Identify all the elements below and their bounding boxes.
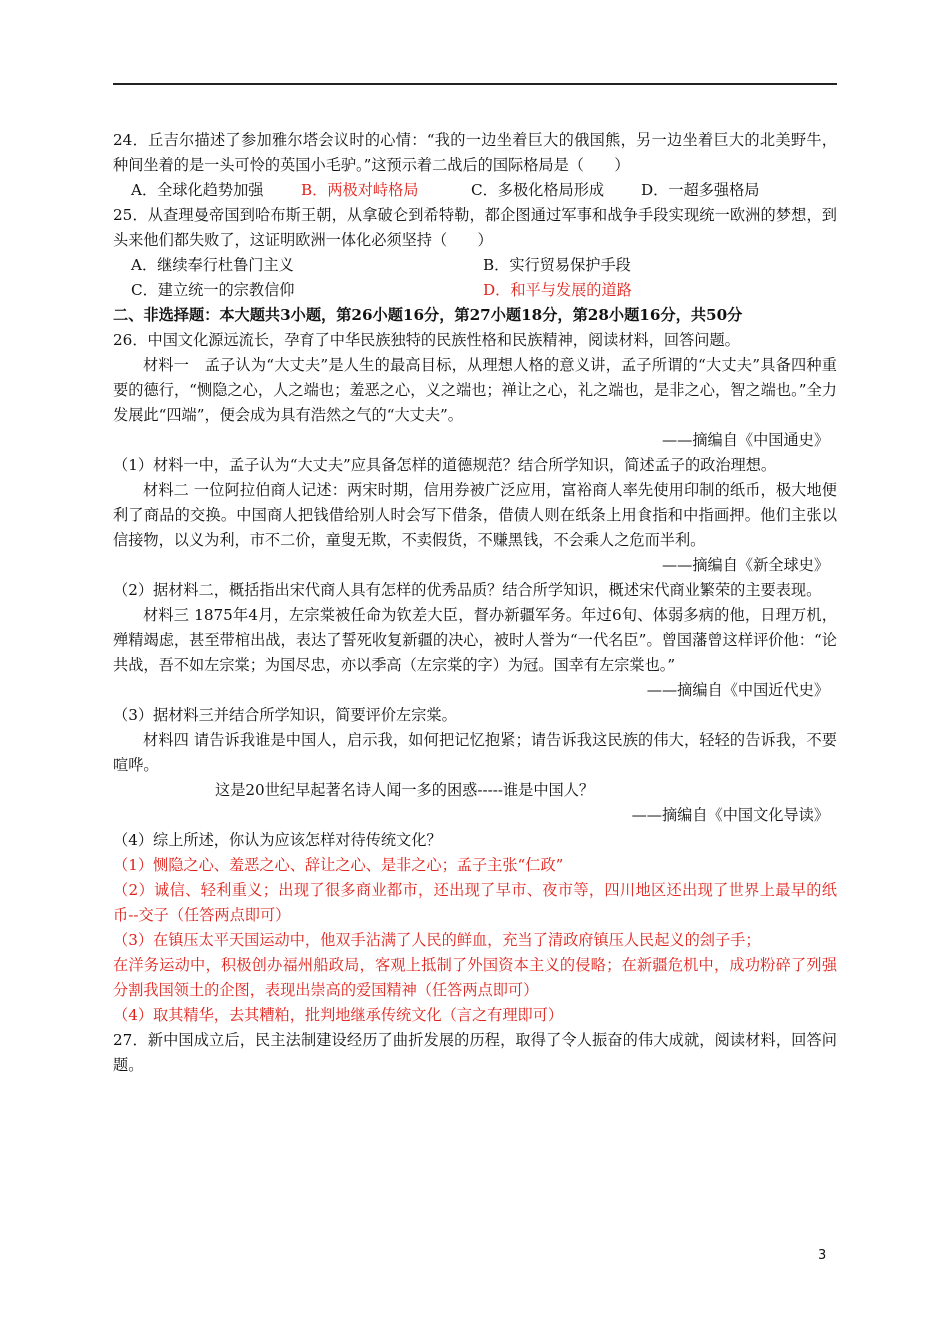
q26-answer-3a: （3）在镇压太平天国运动中，他双手沾满了人民的鲜血，充当了清政府镇压人民起义的刽子手； [113, 931, 761, 949]
q26-material-2: 材料二 一位阿拉伯商人记述：两宋时期，信用券被广泛应用，富裕商人率先使用印制的纸币，极大地便利了商品的交换。中国商人把钱借给别人时会写下借条，借债人则在纸条上用食指和中指画押。他们主张以信接物，以义为利，市不二价，童叟无欺，不卖假货，不赚黑钱，不会乘人之危而半利。 [113, 481, 837, 549]
q26-material-4: 材料四 请告诉我谁是中国人，启示我，如何把记忆抱紧；请告诉我这民族的伟大，轻轻的告诉我，不要喧哗。 [113, 731, 837, 774]
q24-options [113, 178, 837, 203]
page-number: 3 [818, 1248, 827, 1263]
q26-answer-3b: 在洋务运动中，积极创办福州船政局，客观上抵制了外国资本主义的侵略；在新疆危机中，成功粉碎了列强分割我国领土的企图，表现出崇高的爱国精神（任答两点即可） [113, 956, 837, 999]
q25-option-c: C．建立统一的宗教信仰 [131, 281, 295, 299]
q24-option-c: C．多极化格局形成 [471, 181, 605, 199]
q25-stem: 25．从查理曼帝国到哈布斯王朝，从拿破仑到希特勒，都企图通过军事和战争手段实现统一欧洲的梦想，到头来他们都失败了，这证明欧洲一体化必须坚持（ ） [113, 206, 837, 249]
q24-stem: 24．丘吉尔描述了参加雅尔塔会议时的心情：“我的一边坐着巨大的俄国熊，另一边坐着巨大的北美野牛，种间坐着的是一头可怜的英国小毛驴。”这预示着二战后的国际格局是（ ） [113, 131, 837, 174]
q26-material-4-line: 这是20世纪早起著名诗人闻一多的困惑-----谁是中国人？ [215, 781, 595, 799]
page-content [113, 128, 837, 1078]
section-heading: 二、非选择题：本大题共3小题，第26小题16分，第27小题18分，第28小题16分，共50分 [113, 306, 743, 324]
q26-material-3: 材料三 1875年4月，左宗棠被任命为钦差大臣，督办新疆军务。年过6旬、体弱多病的他，日理万机，殚精竭虑，甚至带棺出战，表达了誓死收复新疆的决心，被时人誉为“一代名臣”。曾国藩曾这样评价他：“论共战，吾不如左宗棠；为国尽忠，亦以季高（左宗棠的字）为冠。国幸有左宗棠也。” [113, 606, 837, 674]
q24-option-d: D．一超多强格局 [641, 181, 760, 199]
q26-subquestion-2: （2）据材料二，概括指出宋代商人具有怎样的优秀品质？结合所学知识，概述宋代商业繁荣的主要表现。 [113, 581, 822, 599]
q26-intro: 26．中国文化源远流长，孕育了中华民族独特的民族性格和民族精神，阅读材料，回答问题。 [113, 331, 740, 349]
q26-material-1-source: ——摘编自《中国通史》 [661, 431, 829, 449]
q26-answer-2: （2）诚信、轻利重义；出现了很多商业都市，还出现了早市、夜市等，四川地区还出现了世界上最早的纸币--交子（任答两点即可） [113, 881, 837, 924]
q26-material-3-source: ——摘编自《中国近代史》 [646, 681, 829, 699]
q26-subquestion-3: （3）据材料三并结合所学知识，简要评价左宗棠。 [113, 706, 457, 724]
q26-subquestion-1: （1）材料一中，孟子认为“大丈夫”应具备怎样的道德规范？结合所学知识，简述孟子的政治理想。 [113, 456, 777, 474]
q26-answer-4: （4）取其精华，去其糟粕，批判地继承传统文化（言之有理即可） [113, 1006, 564, 1024]
header-rule [113, 83, 837, 85]
q24-option-a: A．全球化趋势加强 [131, 181, 264, 199]
q25-option-a: A．继续奉行杜鲁门主义 [131, 256, 294, 274]
q24-option-b-answer: B．两极对峙格局 [301, 181, 419, 199]
q26-material-4-source: ——摘编自《中国文化导读》 [631, 806, 829, 824]
q25-options-row2 [113, 278, 837, 303]
q25-option-b: B．实行贸易保护手段 [483, 256, 631, 274]
q26-answer-1: （1）恻隐之心、羞恶之心、辞让之心、是非之心；孟子主张“仁政” [113, 856, 564, 874]
q25-options-row1 [113, 253, 837, 278]
q27-intro: 27．新中国成立后，民主法制建设经历了曲折发展的历程，取得了令人振奋的伟大成就，阅读材料，回答问题。 [113, 1031, 837, 1074]
q26-material-1: 材料一 孟子认为“大丈夫”是人生的最高目标，从理想人格的意义讲，孟子所谓的“大丈夫”具备四种重要的德行，“恻隐之心，人之端也；羞恶之心，义之端也；禅让之心，礼之端也，是非之心，智之端也。”全力发展此“四端”，便会成为具有浩然之气的“大丈夫”。 [113, 356, 837, 424]
q26-material-2-source: ——摘编自《新全球史》 [661, 556, 829, 574]
q26-subquestion-4: （4）综上所述，你认为应该怎样对待传统文化？ [113, 831, 442, 849]
q25-option-d-answer: D．和平与发展的道路 [483, 281, 632, 299]
